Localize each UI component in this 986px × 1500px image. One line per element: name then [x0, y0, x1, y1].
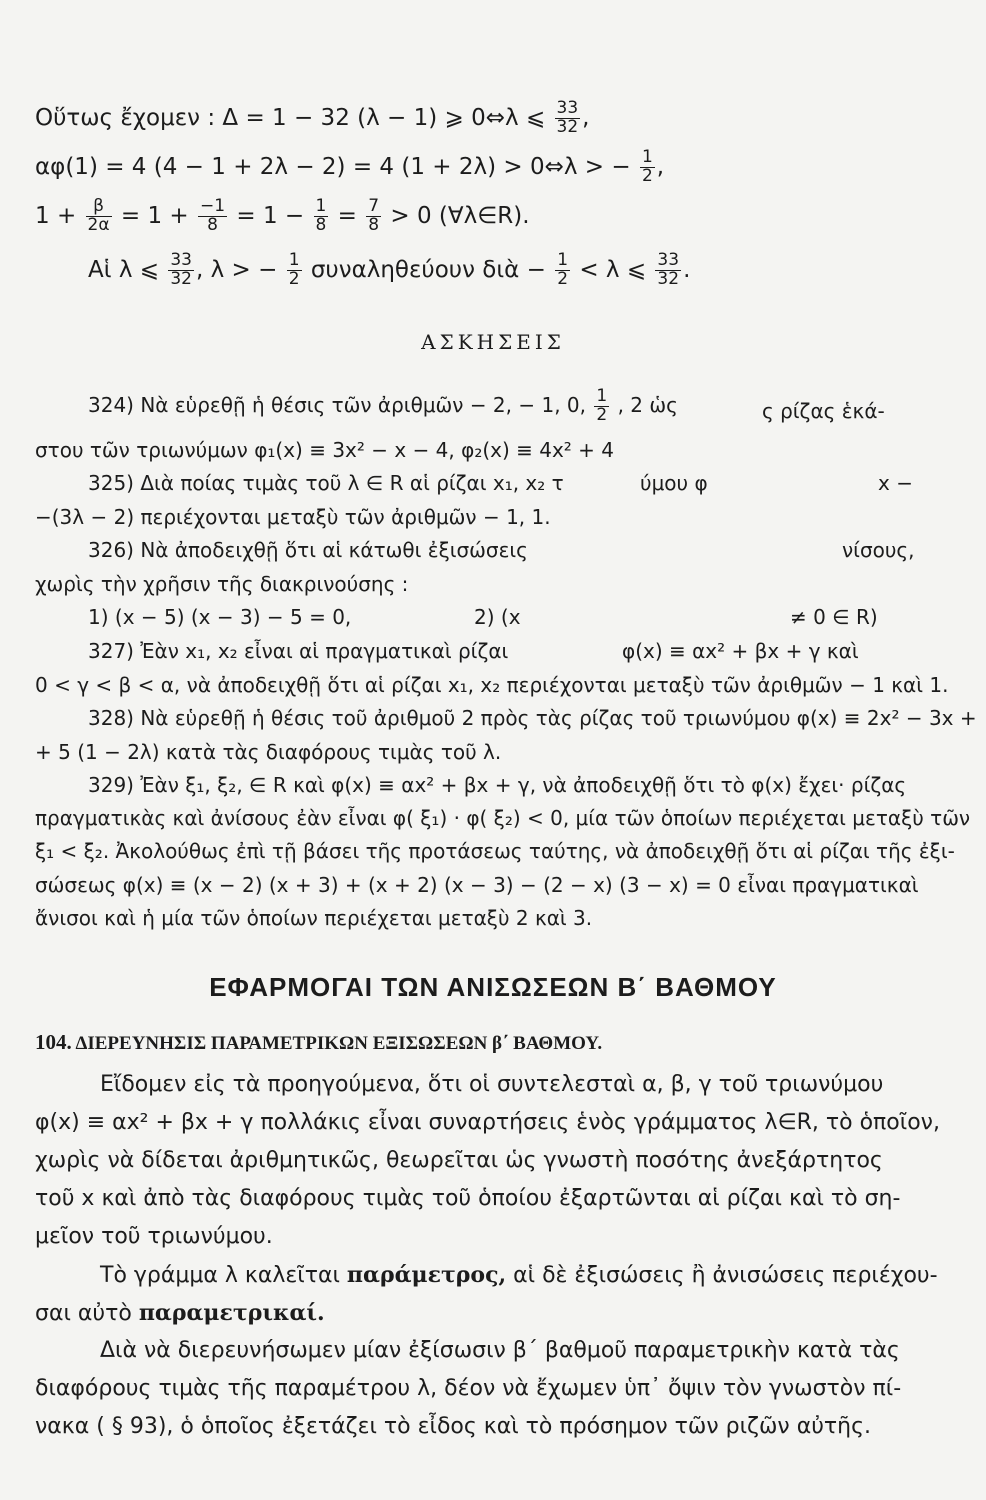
fraction: $\frac{7}{8}$ — [368, 196, 380, 235]
body-p3-line2: διαφόρους τιμὰς τῆς παραμέτρου λ, δέον νὰ ἔχωμεν ὑπ᾽ ὄψιν τὸν γνωστὸν πί- — [35, 1376, 902, 1401]
exercises-title: ΑΣΚΗΣΕΙΣ — [421, 330, 565, 354]
body-p3-line3: νακα ( § 93), ὁ ὁποῖος ἐξετάζει τὸ εἶδος καὶ τὸ πρόσημον τῶν ριζῶν αὐτῆς. — [35, 1414, 872, 1439]
exercise-329-line1: 329) Ἐὰν ξ₁, ξ₂, ∈ R καὶ φ(x) ≡ αx² + βx + γ, νὰ ἀποδειχθῇ ὅτι τὸ φ(x) ἔχει· ρίζας — [88, 773, 907, 797]
exercise-329-line3: ξ₁ < ξ₂. Ἀκολούθως ἐπὶ τῇ βάσει τῆς προτάσεως ταύτης, νὰ ἀποδειχθῇ ὅτι αἱ ρίζαι τῆς ἐξι- — [35, 839, 955, 863]
section-number: 104. — [35, 1030, 72, 1054]
chapter-title: ΕΦΑΡΜΟΓΑΙ ΤΩΝ ΑΝΙΣΩΣΕΩΝ Β΄ ΒΑΘΜΟΥ — [209, 972, 777, 1002]
fraction: $\frac{1}{2}$ — [596, 386, 608, 425]
exercise-324-line1: 324) Νὰ εὑρεθῇ ἡ θέσις τῶν ἀριθμῶν − 2, − 1, 0, $\frac{1}{2}$ , 2 ὡς — [88, 386, 678, 425]
exercise-326-line1-end: νίσους, — [842, 538, 915, 562]
exercise-328-line1: 328) Νὰ εὑρεθῇ ἡ θέσις τοῦ ἀριθμοῦ 2 πρὸς τὰς ρίζας τοῦ τριωνύμου φ(x) ≡ 2x² − 3x + — [88, 706, 977, 730]
exercise-328-line2: + 5 (1 − 2λ) κατὰ τὰς διαφόρους τιμὰς τοῦ λ. — [35, 740, 502, 764]
math-line-1: Οὕτως ἔχομεν : Δ = 1 − 32 (λ − 1) ⩾ 0⇔λ ⩽ $\frac{33}{32}$ , — [35, 98, 590, 137]
body-p1-line1: Εἴδομεν εἰς τὰ προηγούμενα, ὅτι οἱ συντελεσταὶ α, β, γ τοῦ τριωνύμου — [100, 1072, 884, 1097]
section-title: ΔΙΕΡΕΥΝΗΣΙΣ ΠΑΡΑΜΕΤΡΙΚΩΝ ΕΞΙΣΩΣΕΩΝ β΄ ΒΑΘΜΟΥ. — [75, 1033, 603, 1054]
exercise-326-line1: 326) Νὰ ἀποδειχθῇ ὅτι αἱ κάτωθι ἐξισώσεις — [88, 538, 528, 562]
exercise-325-line1: 325) Διὰ ποίας τιμὰς τοῦ λ ∈ R αἱ ρίζαι x₁, x₂ τ — [88, 471, 564, 495]
exercise-327-line2: 0 < γ < β < α, νὰ ἀποδειχθῇ ὅτι αἱ ρίζαι x₁, x₂ περιέχονται μεταξὺ τῶν ἀριθμῶν − 1 καὶ 1. — [35, 673, 949, 697]
body-p1-line2: φ(x) ≡ αx² + βx + γ πολλάκις εἶναι συναρτήσεις ἑνὸς γράμματος λ∈R, τὸ ὁποῖον, — [35, 1110, 940, 1135]
exercise-325-line1-mid: ύμου φ — [640, 471, 708, 495]
exercise-326-line3-mid: 2) (x — [474, 605, 521, 629]
term-parametrikai: παραμετρικαί. — [138, 1300, 325, 1326]
math-line-2: αφ(1) = 4 (4 − 1 + 2λ − 2) = 4 (1 + 2λ) > 0⇔λ > − $\frac{1}{2}$ , — [35, 147, 665, 186]
exercise-329-line4: σώσεως φ(x) ≡ (x − 2) (x + 3) + (x + 2) (x − 3) − (2 − x) (3 − x) = 0 εἶναι πραγματικαὶ — [35, 873, 919, 897]
exercise-325-line2: −(3λ − 2) περιέχονται μεταξὺ τῶν ἀριθμῶν − 1, 1. — [35, 505, 551, 529]
fraction: $\frac{33}{32}$ — [170, 250, 192, 289]
body-p2-line2: σαι αὐτὸ παραμετρικαί. — [35, 1300, 325, 1326]
math-line-4: Αἱ λ ⩽ $\frac{33}{32}$ , λ > − $\frac{1}{2}$ συναληθεύουν διὰ − $\frac{1}{2}$ < λ ⩽ $\frac{33}{32}$ . — [88, 250, 691, 289]
exercise-326-line3: 1) (x − 5) (x − 3) − 5 = 0, — [88, 605, 352, 629]
exercise-326-line2: χωρὶς τὴν χρῆσιν τῆς διακρινούσης : — [35, 572, 409, 596]
math-line-3: 1 + $\frac{\beta}{2\alpha}$ = 1 + $\frac{-1}{8}$ = 1 − $\frac{1}{8}$ = $\frac{7}{8}$ > 0 (∀λ∈R). — [35, 196, 530, 235]
fraction: $\frac{-1}{8}$ — [200, 196, 226, 235]
exercise-326-line3-end: ≠ 0 ∈ R) — [790, 605, 878, 629]
body-p1-line3: χωρὶς νὰ δίδεται ἀριθμητικῶς, θεωρεῖται ὡς γνωστὴ ποσότης ἀνεξάρτητος — [35, 1148, 883, 1173]
exercise-327-line1: 327) Ἐὰν x₁, x₂ εἶναι αἱ πραγματικαὶ ρίζαι — [88, 639, 509, 663]
body-p1-line5: μεῖον τοῦ τριωνύμου. — [35, 1224, 273, 1249]
exercise-325-line1-end: x − — [878, 471, 913, 495]
exercise-329-line2: πραγματικὰς καὶ ἀνίσους ἐὰν εἶναι φ( ξ₁) · φ( ξ₂) < 0, μία τῶν ὁποίων περιέχεται μεταξὺ τῶν — [35, 806, 971, 830]
exercise-324-line1-end: ς ρίζας ἑκά- — [762, 399, 885, 423]
body-p3-line1: Διὰ νὰ διερευνήσωμεν μίαν ἐξίσωσιν β΄ βαθμοῦ παραμετρικὴν κατὰ τὰς — [100, 1338, 900, 1363]
term-parametros: παράμετρος, — [346, 1262, 507, 1288]
body-p2-line1: Τὸ γράμμα λ καλεῖται παράμετρος, αἱ δὲ ἐξισώσεις ἢ ἀνισώσεις περιέχου- — [100, 1262, 938, 1288]
exercise-324-line2: στου τῶν τριωνύμων φ₁(x) ≡ 3x² − x − 4, φ₂(x) ≡ 4x² + 4 — [35, 438, 615, 462]
section-heading — [35, 1030, 602, 1055]
fraction: $\frac{33}{32}$ — [657, 250, 680, 289]
exercise-327-line1-end: φ(x) ≡ αx² + βx + γ καὶ — [622, 639, 859, 663]
fraction: $\frac{33}{32}$ — [556, 98, 579, 137]
exercise-329-line5: ἄνισοι καὶ ἡ μία τῶν ὁποίων περιέχεται μεταξὺ 2 καὶ 3. — [35, 906, 593, 930]
fraction: $\frac{1}{8}$ — [315, 196, 327, 235]
fraction: $\frac{\beta}{2\alpha}$ — [87, 196, 110, 235]
fraction: $\frac{1}{2}$ — [557, 250, 569, 289]
fraction: $\frac{1}{2}$ — [288, 250, 300, 289]
fraction: $\frac{1}{2}$ — [641, 147, 653, 186]
body-p1-line4: τοῦ x καὶ ἀπὸ τὰς διαφόρους τιμὰς τοῦ ὁποίου ἐξαρτῶνται αἱ ρίζαι καὶ τὸ ση- — [35, 1186, 901, 1211]
